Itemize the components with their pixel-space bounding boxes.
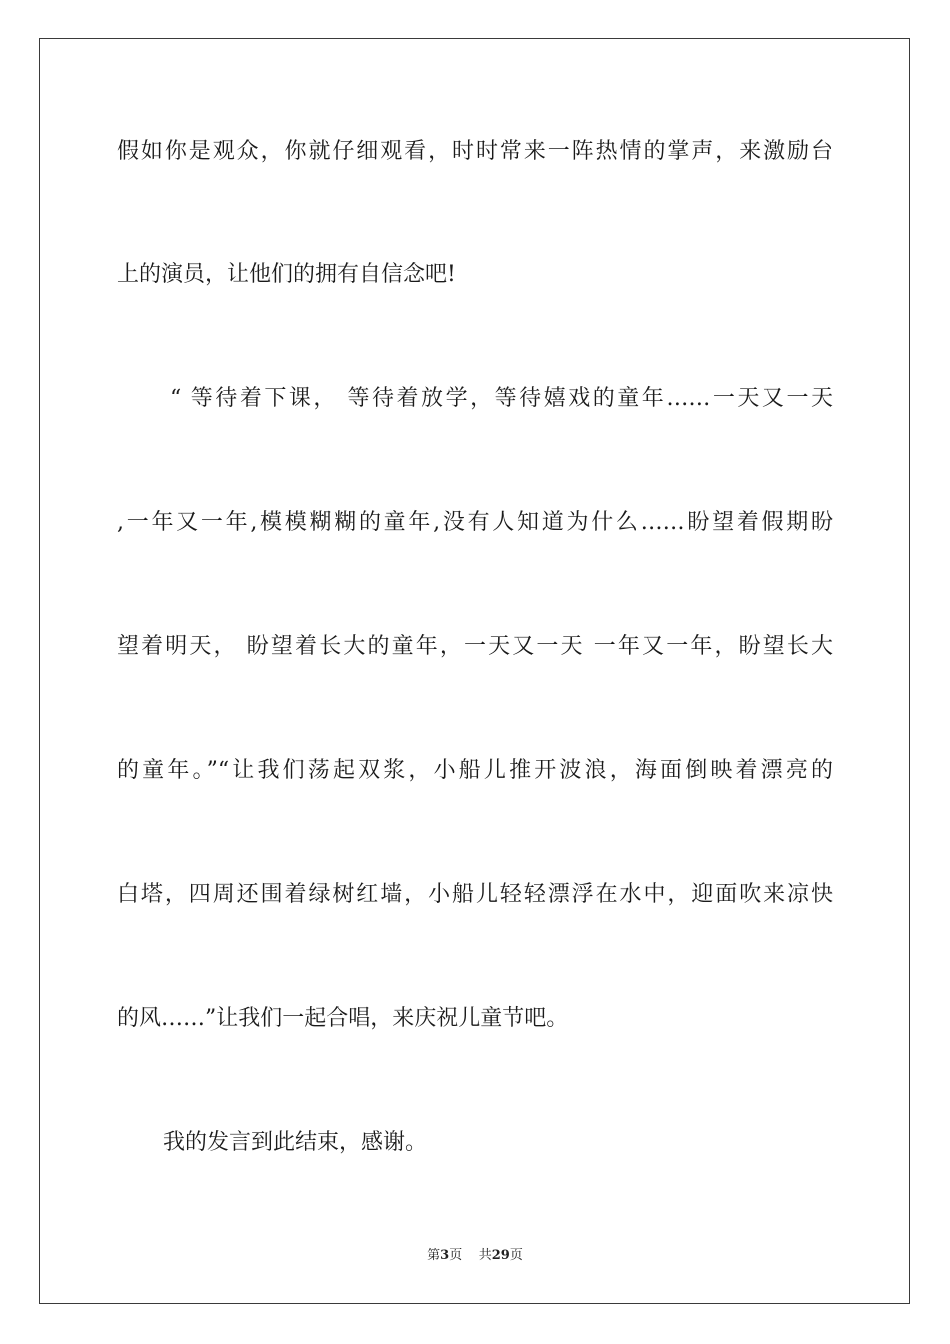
body-line-8: 的风……”让我们一起合唱，来庆祝儿童节吧。 xyxy=(117,1006,569,1031)
page-footer xyxy=(0,1247,950,1265)
closing-line: 我的发言到此结束，感谢。 xyxy=(163,1130,428,1155)
body-line-1: 假如你是观众，你就仔细观看，时时常来一阵热情的掌声，来激励台 xyxy=(117,139,833,164)
footer-total-prefix: 共 xyxy=(478,1248,492,1263)
body-line-2: 上的演员，让他们的拥有自信念吧! xyxy=(117,262,456,287)
body-line-4: ,一年又一年,模模糊糊的童年,没有人知道为什么……盼望着假期盼 xyxy=(117,510,833,535)
page-border xyxy=(39,38,910,1304)
body-line-3: “ 等待着下课， 等待着放学，等待嬉戏的童年……一天又一天 xyxy=(170,386,833,411)
footer-total-suffix: 页 xyxy=(509,1248,523,1263)
footer-total-pages: 29 xyxy=(491,1248,510,1263)
body-line-5: 望着明天， 盼望着长大的童年，一天又一天 一年又一年，盼望长大 xyxy=(117,634,833,659)
footer-page-prefix: 第 xyxy=(427,1248,441,1263)
body-line-7: 白塔，四周还围着绿树红墙，小船儿轻轻漂浮在水中，迎面吹来凉快 xyxy=(117,882,833,907)
footer-page-suffix: 页 xyxy=(449,1248,463,1263)
footer-page-number: 3 xyxy=(440,1248,450,1263)
body-line-6: 的童年。”“让我们荡起双浆，小船儿推开波浪，海面倒映着漂亮的 xyxy=(117,758,833,783)
